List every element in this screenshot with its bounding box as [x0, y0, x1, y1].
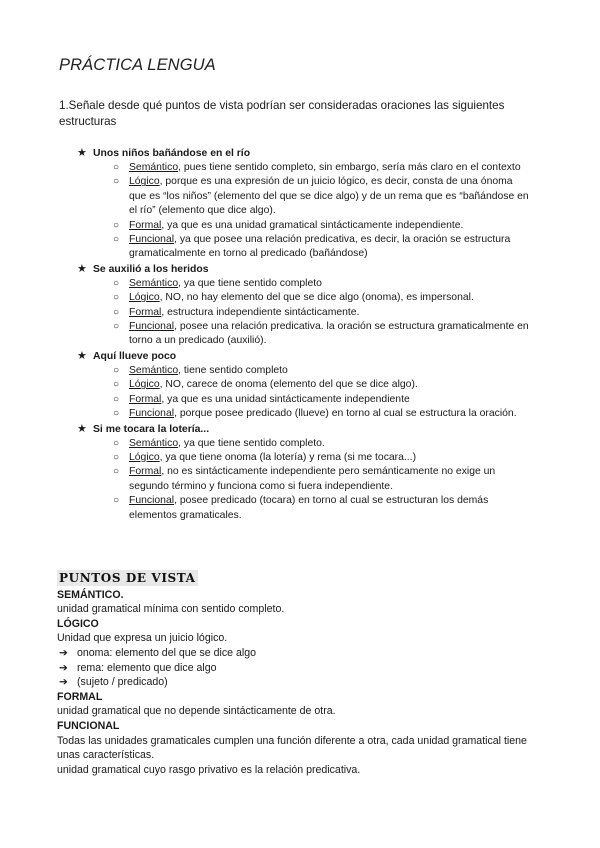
star-bullet-icon: ★ — [77, 262, 87, 275]
funcional-text: Todas las unidades gramaticales cumplen una función diferente a otra, cada unidad gramatical tiene unas características. — [57, 734, 527, 762]
criterion-text: , NO, no hay elemento del que se dice algo (onoma), es impersonal. — [159, 292, 474, 304]
page-title: PRÁCTICA LENGUA — [59, 56, 216, 74]
criterion-label: Funcional — [129, 408, 175, 420]
example-heading: ★ Aquí llueve poco — [77, 349, 177, 362]
criterion-text: , posee una relación predicativa. la oración se estructura gramaticalmente en torno a un predicado (auxilió). — [129, 321, 529, 347]
criterion-label: Funcional — [129, 321, 175, 333]
criterion-item — [0, 437, 529, 451]
criterion-label: Lógico — [129, 176, 160, 188]
semantico-text: unidad gramatical mínima con sentido completo. — [57, 603, 285, 616]
logico-text: Unidad que expresa un juicio lógico. — [57, 632, 228, 645]
criterion-label: Funcional — [129, 234, 175, 246]
criterion-label: Formal — [129, 466, 162, 478]
criterion-text: , pues tiene sentido completo, sin embargo, sería más claro en el contexto — [178, 162, 521, 173]
criterion-item — [0, 320, 529, 349]
arrow-bullet-icon: ➔ — [59, 646, 68, 659]
criterion-label: Semántico — [129, 277, 179, 289]
example-item — [0, 262, 600, 349]
circle-bullet-icon: ○ — [113, 364, 120, 376]
circle-bullet-icon: ○ — [113, 393, 120, 405]
criterion-label: Lógico — [129, 292, 160, 304]
circle-bullet-icon: ○ — [113, 437, 120, 449]
criterion-item — [0, 161, 529, 175]
arrow-bullet-icon: ➔ — [59, 661, 68, 674]
formal-text: unidad gramatical que no depende sintácticamente de otra. — [57, 705, 336, 718]
circle-bullet-icon: ○ — [113, 219, 120, 231]
criterion-label: Funcional — [129, 495, 175, 507]
logico-list-item: ➔ onoma: elemento del que se dice algo — [59, 646, 257, 659]
star-bullet-icon: ★ — [77, 147, 87, 159]
criterion-text: , ya que tiene sentido completo — [178, 277, 322, 289]
criterion-item — [0, 451, 529, 465]
example-item — [0, 146, 600, 262]
criterion-label: Formal — [129, 219, 162, 231]
logico-heading: LÓGICO — [57, 617, 99, 630]
example-heading: ★ Unos niños bañándose en el río — [77, 147, 251, 159]
criterion-item — [0, 175, 529, 218]
criterion-label: Formal — [129, 306, 162, 318]
circle-bullet-icon: ○ — [113, 408, 120, 420]
criterion-text: , posee predicado (tocara) en torno al cual se estructuran los demás elementos gramaticales. — [129, 495, 489, 521]
criterion-item — [0, 306, 529, 320]
circle-bullet-icon: ○ — [113, 379, 120, 391]
formal-heading: FORMAL — [57, 690, 103, 703]
criterion-text: , ya que tiene sentido completo. — [178, 437, 325, 449]
criterion-text: , no es sintácticamente independiente pero semánticamente no exige un segundo término y funciona como si fuera independiente. — [129, 466, 496, 492]
criterion-item — [0, 291, 529, 305]
logico-list-item: ➔ rema: elemento que dice algo — [59, 661, 217, 674]
criterion-item — [0, 465, 529, 494]
circle-bullet-icon: ○ — [113, 234, 120, 246]
criterion-text: , porque posee predicado (llueve) en torno al cual se estructura la oración. — [174, 408, 517, 420]
example-heading: ★ Se auxilió a los heridos — [77, 262, 209, 275]
criterion-label: Semántico — [129, 162, 179, 173]
arrow-bullet-icon: ➔ — [59, 676, 68, 689]
circle-bullet-icon: ○ — [113, 277, 120, 289]
circle-bullet-icon: ○ — [113, 176, 120, 188]
criterion-item — [0, 364, 529, 378]
logico-list-item: ➔ (sujeto / predicado) — [59, 676, 168, 689]
example-item — [0, 422, 600, 523]
circle-bullet-icon: ○ — [113, 451, 120, 463]
criterion-text: , ya que posee una relación predicativa, es decir, la oración se estructura gramaticalmente en torno al predicado (bañándose) — [129, 234, 511, 260]
funcional-heading: FUNCIONAL — [57, 719, 120, 732]
circle-bullet-icon: ○ — [113, 495, 120, 507]
points-section — [57, 570, 547, 777]
criterion-item — [0, 233, 529, 262]
example-heading: ★ Si me tocara la lotería... — [77, 422, 210, 435]
criterion-item — [0, 219, 529, 233]
criterion-text: , estructura independiente sintácticamente. — [161, 306, 360, 318]
criterion-text: , ya que tiene onoma (la lotería) y rema (si me tocara...) — [159, 451, 417, 463]
semantico-heading: SEMÁNTICO. — [57, 588, 124, 601]
section-title: PUNTOS DE VISTA — [59, 571, 196, 585]
funcional-text-2: unidad gramatical cuyo rasgo privativo es la relación predicativa. — [57, 763, 361, 776]
criterion-label: Semántico — [129, 364, 179, 376]
circle-bullet-icon: ○ — [113, 162, 120, 173]
criterion-label: Semántico — [129, 437, 179, 449]
example-item — [0, 349, 600, 422]
examples-list — [0, 146, 600, 523]
star-bullet-icon: ★ — [77, 422, 87, 435]
criterion-item — [0, 277, 529, 291]
circle-bullet-icon: ○ — [113, 292, 120, 304]
circle-bullet-icon: ○ — [113, 466, 120, 478]
criterion-item — [0, 494, 529, 523]
criterion-text: , ya que es una unidad gramatical sintácticamente independiente. — [161, 219, 464, 231]
circle-bullet-icon: ○ — [113, 306, 120, 318]
criterion-label: Formal — [129, 393, 162, 405]
criterion-item — [0, 378, 529, 392]
criterion-text: , porque es una expresión de un juicio lógico, es decir, consta de una ónoma que es “los niños” (elemento del que se dice algo) y de un rema que es “bañándose en el río” (elemento que dice algo). — [129, 176, 529, 217]
star-bullet-icon: ★ — [77, 349, 87, 362]
criterion-text: , NO, carece de onoma (elemento del que se dice algo). — [159, 379, 418, 391]
criterion-label: Lógico — [129, 451, 160, 463]
criterion-label: Lógico — [129, 379, 160, 391]
criterion-text: , tiene sentido completo — [178, 364, 288, 376]
criterion-text: , ya que es una unidad sintácticamente independiente — [161, 393, 410, 405]
circle-bullet-icon: ○ — [113, 321, 120, 333]
question-text: 1.Señale desde qué puntos de vista podrían ser consideradas oraciones las siguientes estructuras — [59, 99, 505, 128]
criterion-item — [0, 393, 529, 407]
criterion-item — [0, 407, 529, 421]
